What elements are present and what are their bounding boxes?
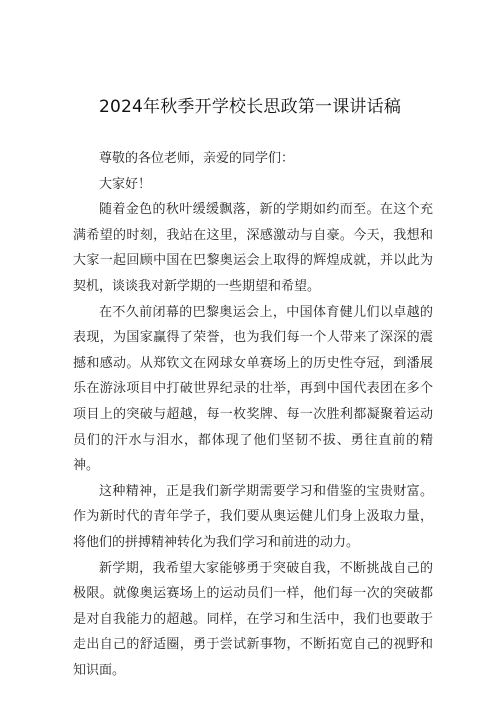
paragraph-spirit: 这种精神，正是我们新学期需要学习和借鉴的宝贵财富。作为新时代的青年学子，我们要从奥运健儿们身上汲取力量，将他们的拼搏精神转化为我们学习和前进的动力。: [73, 483, 433, 550]
document-body: [73, 146, 433, 683]
paragraph-new-semester: 新学期，我希望大家能够勇于突破自我，不断挑战自己的极限。就像奥运赛场上的运动员们一样，他们每一次的突破都是对自我能力的超越。同样，在学习和生活中，我们也要敢于走出自己的舒适圈，勇于尝试新事物，不断拓宽自己的视野和知识面。: [73, 560, 433, 678]
paragraph-olympics: 在不久前闭幕的巴黎奥运会上，中国体育健儿们以卓越的表现，为国家赢得了荣誉，也为我们每一个人带来了深深的震撼和感动。从郑钦文在网球女单赛场上的历史性夺冠，到潘展乐在游泳项目中打破世界纪录的壮举，再到中国代表团在多个项目上的突破与超越，每一枚奖牌、每一次胜利都凝聚着运动员们的汗水与泪水，都体现了他们坚韧不拔、勇往直前的精神。: [73, 304, 433, 474]
document-title: 2024年秋季开学校长思政第一课讲话稿: [98, 97, 402, 117]
salutation: 尊敬的各位老师，亲爱的同学们：: [99, 151, 295, 166]
paragraph-intro: 随着金色的秋叶缓缓飘落，新的学期如约而至。在这个充满希望的时刻，我站在这里，深感激动与自豪。今天，我想和大家一起回顾中国在巴黎奥运会上取得的辉煌成就，并以此为契机，谈谈我对新学期的一些期望和希望。: [73, 202, 433, 294]
greeting: 大家好！: [99, 176, 152, 192]
